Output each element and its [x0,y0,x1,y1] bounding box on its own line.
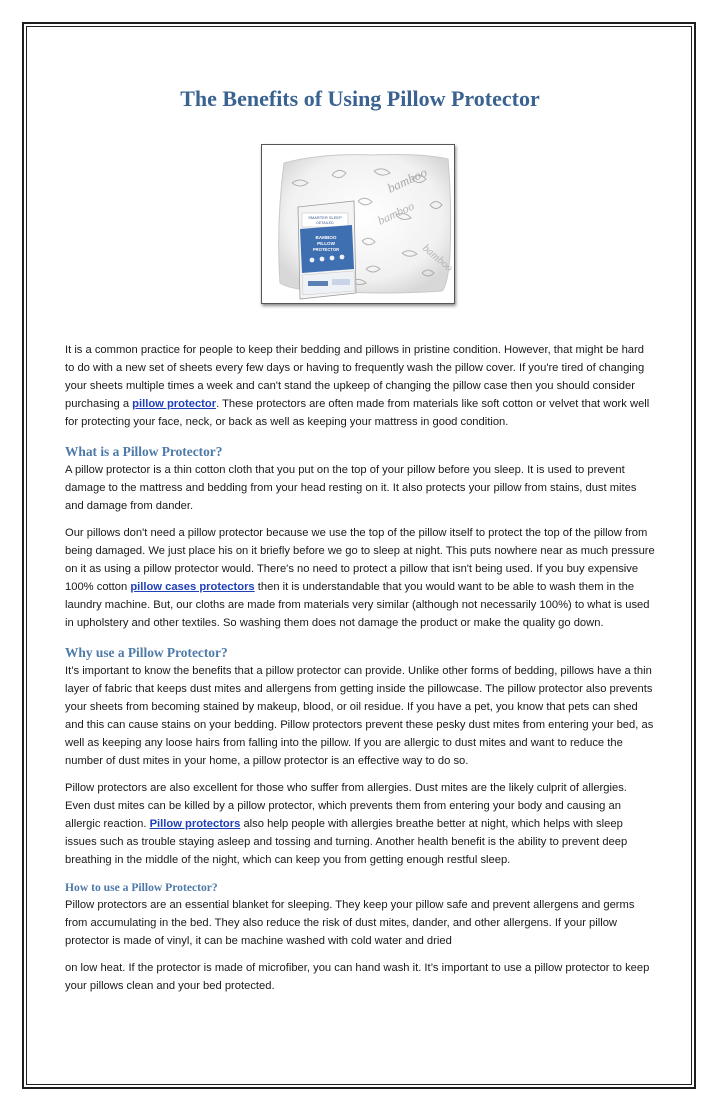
product-box [298,201,356,299]
pillow-protector-link[interactable]: pillow protector [132,398,217,410]
why-use-heading: Why use a Pillow Protector? [65,645,228,660]
intro-text-start: It is a common practice for people to keep their bedding and pillows in pristine condition. However, that might be hard to do with a new set of sheets every few days or having to frequently wash the pillow cover. If you're tired of changing your sheets multiple times a week and can't stand the upkeep of changing the pillow case then you should consider purchasing a [65,344,645,410]
box-label-1: SMARTER SLEEP [308,215,342,220]
what-is-paragraph-2 [65,524,655,632]
pillow-cases-protectors-link[interactable]: pillow cases protectors [130,581,255,593]
how-to-use-paragraph-2: on low heat. If the protector is made of microfiber, you can hand wash it. It’s important to use a pillow protector to keep your pillows clean and your bed protected. [65,962,650,992]
why-use-p2-start: Pillow protectors are also excellent for those who suffer from allergies. Dust mites are the likely culprit of allergies. Even dust mites can be killed by a pillow protector, which prevents them from entering your body and causing an allergic reaction. [65,782,627,830]
pillow-print-3: bamboo [420,242,454,275]
how-to-use-heading: How to use a Pillow Protector? [65,881,218,894]
pillow-product-image [261,144,455,304]
why-use-p2-end: also help people with allergies breathe better at night, which helps with sleep issues such as trouble staying asleep and tossing and turning. Another health benefit is the ability to prevent deep breathing in the middle of the night, which can keep you from getting enough restful sleep. [65,818,628,866]
box-label-3: BAMBOO [315,235,337,240]
box-label-4: PILLOW [317,241,335,246]
why-use-paragraph-1: It’s important to know the benefits that a pillow protector can provide. Unlike other forms of bedding, pillows have a thin layer of fabric that keeps dust mites and allergens from getting inside the pillowcase. The pillow protector also prevents your sheets from becoming stained by makeup, blood, or oil residue. If you have a pet, you know that pets can shed and this can cause stains on your bedding. Pillow protectors prevent these pesky dust mites from entering your bed, as well as keeping any loose hairs from falling into the pillow. If you are allergic to dust mites and want to reduce the number of dust mites in your home, a pillow protector is an effective way to do so. [65,665,654,767]
why-use-paragraph-2 [65,779,655,869]
what-is-p2-start: Our pillows don't need a pillow protector because we use the top of the pillow itself to protect the top of the pillow from being damaged. We just place his on it briefly before we go to sleep at night. This puts nowhere near as much pressure on it as using a pillow protector would. There's no need to protect a pillow that isn't being used. If you buy expensive 100% cotton [65,527,655,593]
pillow-print-2: bamboo [375,198,417,228]
pillow-protectors-link[interactable]: Pillow protectors [149,818,241,830]
box-label-2: DETAILED [316,221,334,225]
what-is-paragraph-1: A pillow protector is a thin cotton cloth that you put on the top of your pillow before you sleep. It is used to prevent damage to the mattress and bedding from your head resting on it. It also protects your pillow from stains, dust mites and damage from dander. [65,464,637,512]
what-is-p2-end: then it is understandable that you would want to be able to wash them in the laundry machine. But, our cloths are made from materials very similar (although not necessarily 100%) to what is used in upholstery and other textiles. So washing them does not damage the product or make the quality go down. [65,581,650,629]
how-to-use-paragraph-1: Pillow protectors are an essential blanket for sleeping. They keep your pillow safe and prevent allergens and germs from accumulating in the bed. They also reduce the risk of dust mites, dander, and other allergens. If your pillow protector is made of vinyl, it can be machine washed with cold water and dried [65,899,635,947]
what-is-heading: What is a Pillow Protector? [65,444,223,459]
document-title: The Benefits of Using Pillow Protector [180,86,540,111]
pillow-print-1: bamboo [384,164,430,196]
article-body [65,341,655,1004]
intro-text-end: . These protectors are often made from materials like soft cotton or velvet that work well for protecting your face, neck, or back as well as keeping your mattress in good condition. [65,398,650,428]
box-label-5: PROTECTOR [312,247,340,252]
intro-paragraph [65,341,655,431]
